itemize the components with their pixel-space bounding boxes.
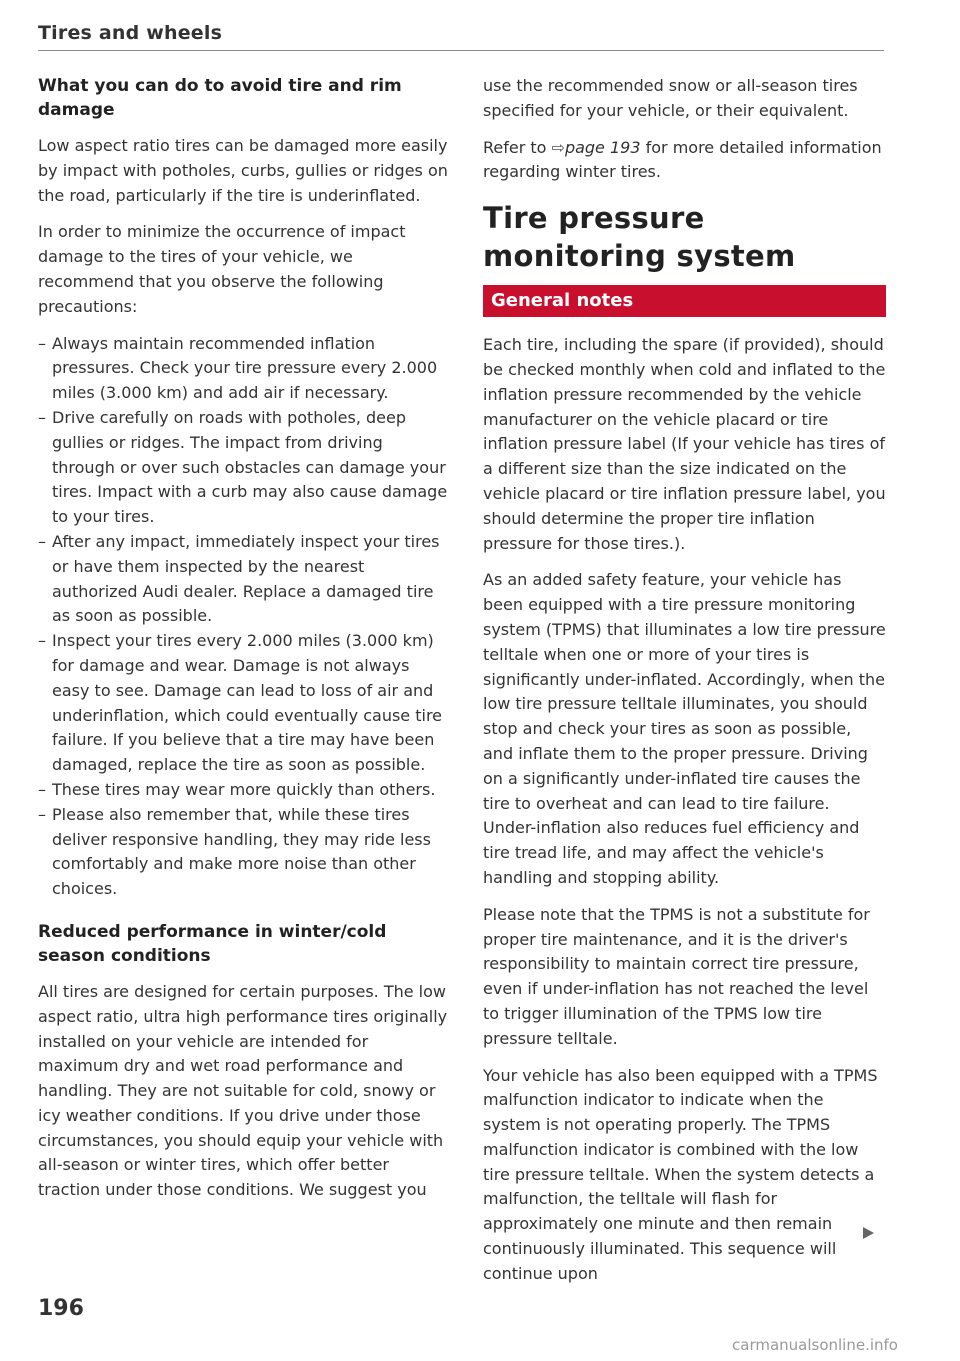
list-item: – Please also remember that, while these tires deliver responsive handling, they may ride less comfortably and make more noise than other choices.: [38, 804, 431, 899]
dash-bullet-icon: –: [38, 631, 46, 651]
paragraph: Please note that the TPMS is not a substitute for proper tire maintenance, and it is the driver's responsibility to maintain correct tire pressure, even if under-inflation has not reached the level to trigger illumination of the TPMS low tire pressure telltale.: [483, 904, 870, 1048]
continue-arrow-icon: [863, 1227, 874, 1239]
header-divider: [38, 50, 884, 51]
left-column: [38, 74, 448, 1215]
paragraph: As an added safety feature, your vehicle has been equipped with a tire pressure monitoring system (TPMS) that illuminates a low tire pressure telltale when one or more of your tires is significantly under-inflated. Accordingly, when the low tire pressure telltale illuminates, you should stop and check your tires as soon as possible, and inflate them to the proper pressure. Driving on a significantly under-inflated tire causes the tire to overheat and can lead to tire failure. Under-inflation also reduces fuel efficiency and tire tread life, and may affect the vehicle's handling and stopping ability.: [483, 570, 886, 887]
section-title-tpms: Tire pressure monitoring system: [483, 201, 796, 274]
section-header: Tires and wheels: [38, 22, 223, 44]
list-item: – After any impact, immediately inspect your tires or have them inspected by the nearest authorized Audi dealer. Replace a damaged tire as soon as possible.: [38, 531, 440, 626]
precautions-list: [38, 332, 448, 902]
list-item: – Inspect your tires every 2.000 miles (3.000 km) for damage and wear. Damage is not always easy to see. Damage can lead to loss of air and underinflation, which could eventually cause tire failure. If you believe that a tire may have been damaged, replace the tire as soon as possible.: [38, 631, 443, 775]
paragraph: Each tire, including the spare (if provided), should be checked monthly when cold and inflated to the inflation pressure recommended by the vehicle manufacturer on the vehicle placard or tire inflation pressure label (If your vehicle has tires of a different size than the size indicated on the vehicle placard or tire inflation pressure label, you should determine the proper tire inflation pressure for those tires.).: [483, 335, 886, 553]
page-number: 196: [38, 1296, 84, 1321]
paragraph: Low aspect ratio tires can be damaged more easily by impact with potholes, curbs, gullies or ridges on the road, particularly if the tire is underinflated.: [38, 136, 448, 205]
paragraph: All tires are designed for certain purposes. The low aspect ratio, ultra high performance tires originally installed on your vehicle are intended for maximum dry and wet road performance and handling. They are not suitable for cold, snowy or icy weather conditions. If you drive under those circumstances, you should equip your vehicle with all-season or winter tires, which offer better traction under those conditions. We suggest you: [38, 981, 448, 1200]
cross-reference-paragraph: Refer to ⇨page 193 for more detailed information regarding winter tires.: [483, 137, 882, 182]
paragraph: Your vehicle has also been equipped with a TPMS malfunction indicator to indicate when the system is not operating properly. The TPMS malfunction indicator is combined with the low tire pressure telltale. When the system detects a malfunction, the telltale will flash for approximately one minute and then remain continuously illuminated. This sequence will continue upon: [483, 1065, 878, 1283]
subsection-bar-general-notes: General notes: [483, 285, 886, 317]
watermark: carmanualsonline.info: [732, 1336, 898, 1354]
list-item: – Always maintain recommended inflation pressures. Check your tire pressure every 2.000 miles (3.000 km) and add air if necessary.: [38, 333, 438, 403]
heading-avoid-damage: What you can do to avoid tire and rim damage: [38, 76, 402, 120]
dash-bullet-icon: –: [38, 333, 46, 353]
list-item: – Drive carefully on roads with potholes, deep gullies or ridges. The impact from driving through or over such obstacles can damage your tires. Impact with a curb may also cause damage to your tires.: [38, 407, 448, 527]
paragraph: use the recommended snow or all-season tires specified for your vehicle, or their equivalent.: [483, 76, 858, 120]
dash-bullet-icon: –: [38, 804, 46, 824]
right-column: [483, 74, 886, 1299]
paragraph: In order to minimize the occurrence of impact damage to the tires of your vehicle, we recommend that you observe the following precautions:: [38, 222, 406, 316]
dash-bullet-icon: –: [38, 407, 46, 427]
heading-winter-performance: Reduced performance in winter/cold season conditions: [38, 921, 387, 966]
page-link[interactable]: page 193: [564, 137, 641, 157]
arrow-right-icon: ⇨: [551, 137, 565, 157]
dash-bullet-icon: –: [38, 779, 46, 799]
dash-bullet-icon: –: [38, 531, 46, 551]
list-item: – These tires may wear more quickly than others.: [38, 778, 448, 803]
